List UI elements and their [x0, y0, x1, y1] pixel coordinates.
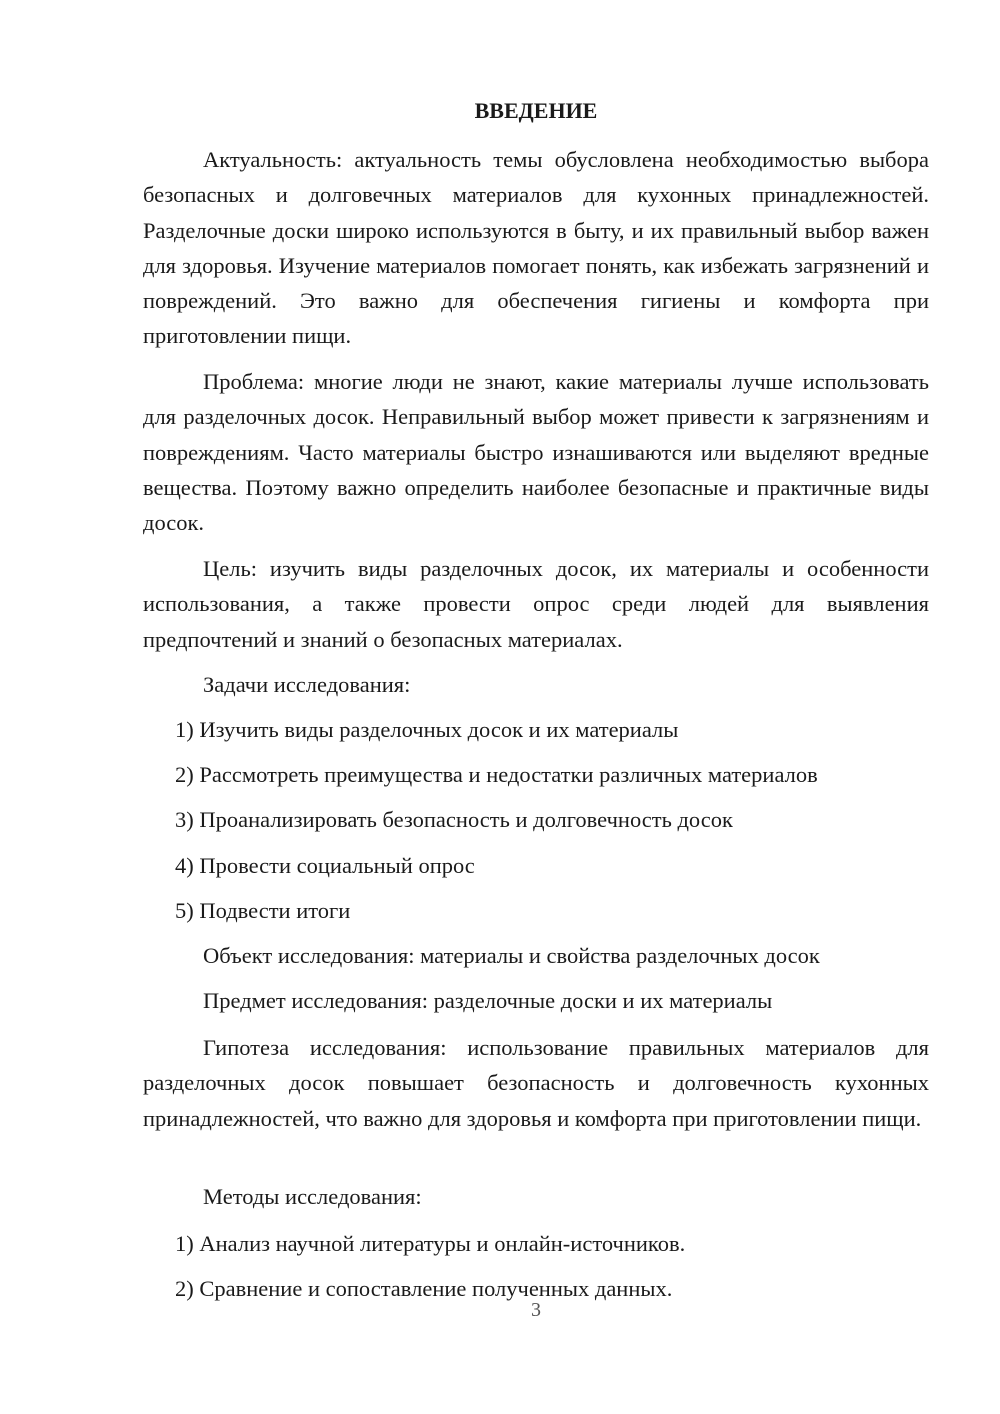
task-item: 5) Подвести итоги: [175, 898, 351, 923]
problem-paragraph: Проблема: многие люди не знают, какие материалы лучше использовать для разделочных досок. Неправильный выбор может привести к загрязнениям и повреждениям. Часто материалы быстро изнашиваются или выделяют вредные вещества. Поэтому важно определить наиболее безопасные и практичные виды досок.: [143, 369, 929, 536]
method-item: 1) Анализ научной литературы и онлайн-источников.: [175, 1231, 686, 1256]
research-subject: Предмет исследования: разделочные доски и их материалы: [203, 988, 773, 1013]
methods-heading: Методы исследования:: [203, 1184, 422, 1209]
task-item: 3) Проанализировать безопасность и долговечность досок: [175, 807, 733, 832]
tasks-heading: Задачи исследования:: [203, 672, 411, 697]
method-item: 2) Сравнение и сопоставление полученных данных.: [175, 1276, 673, 1301]
task-item: 4) Провести социальный опрос: [175, 853, 475, 878]
task-item: 2) Рассмотреть преимущества и недостатки различных материалов: [175, 762, 818, 787]
relevance-paragraph: Актуальность: актуальность темы обусловлена необходимостью выбора безопасных и долговечных материалов для кухонных принадлежностей. Разделочные доски широко используются в быту, и их правильный выбор важен для здоровья. Изучение материалов помогает понять, как избежать загрязнений и повреждений. Это важно для обеспечения гигиены и комфорта при приготовлении пищи.: [143, 147, 929, 349]
hypothesis-paragraph: Гипотеза исследования: использование правильных материалов для разделочных досок повышает безопасность и долговечность кухонных принадлежностей, что важно для здоровья и комфорта при приготовлении пищи.: [143, 1035, 929, 1131]
page-title: ВВЕДЕНИЕ: [474, 98, 598, 123]
page-number: 3: [531, 1299, 541, 1321]
task-item: 1) Изучить виды разделочных досок и их материалы: [175, 717, 679, 742]
research-object: Объект исследования: материалы и свойства разделочных досок: [203, 943, 820, 968]
goal-paragraph: Цель: изучить виды разделочных досок, их материалы и особенности использования, а также провести опрос среди людей для выявления предпочтений и знаний о безопасных материалах.: [143, 556, 929, 652]
